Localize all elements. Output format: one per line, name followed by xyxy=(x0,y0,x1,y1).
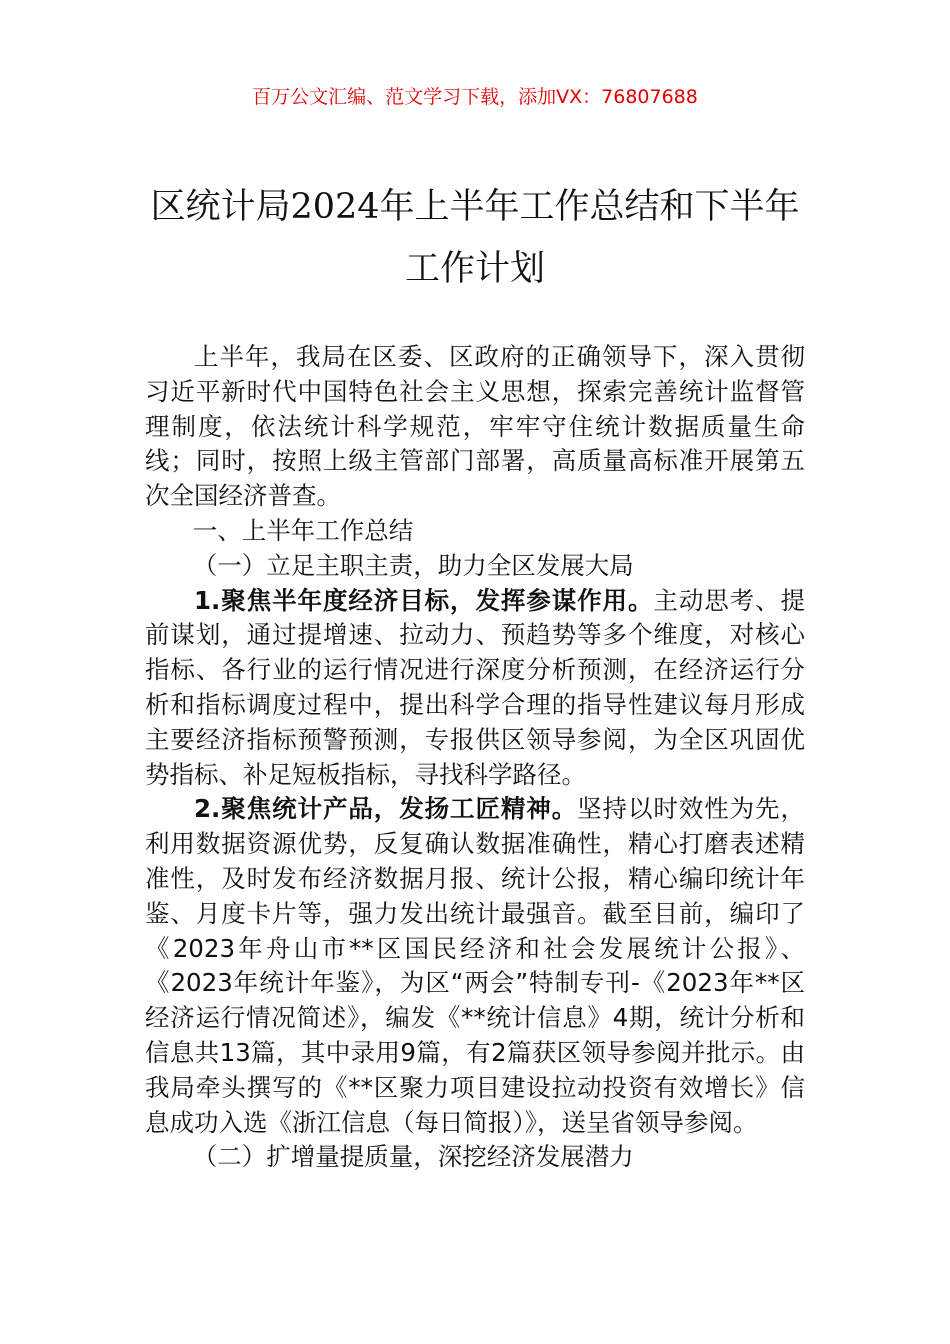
item-paragraph-2 xyxy=(145,792,805,1140)
item-1-text: 主动思考、提前谋划，通过提增速、拉动力、预趋势等多个维度，对核心指标、各行业的运行情况进行深度分析预测，在经济运行分析和指标调度过程中，提出科学合理的指导性建议每月形成主要经济指标预警预测，专报供区领导参阅，为全区巩固优势指标、补足短板指标，寻找科学路径。 xyxy=(145,585,806,789)
subsection-heading-2: （二）扩增量提质量，深挖经济发展潜力 xyxy=(192,1142,634,1172)
watermark-banner: 百万公文汇编、范文学习下载，添加VX：76807688 xyxy=(252,86,698,108)
document-body xyxy=(145,340,805,1175)
intro-paragraph: 上半年，我局在区委、区政府的正确领导下，深入贯彻习近平新时代中国特色社会主义思想，探索完善统计监督管理制度，依法统计科学规范，牢牢守住统计数据质量生命线；同时，按照上级主管部门部署，高质量高标准开展第五次全国经济普查。 xyxy=(145,342,805,511)
item-paragraph-1 xyxy=(145,584,805,793)
subsection-heading-1: （一）立足主职主责，助力全区发展大局 xyxy=(192,550,634,580)
item-2-lead: 2.聚焦统计产品，发扬工匠精神。 xyxy=(194,794,578,824)
title-line-2: 工作计划 xyxy=(404,249,545,289)
title-line-1: 区统计局2024年上半年工作总结和下半年 xyxy=(150,187,800,227)
section-heading-1: 一、上半年工作总结 xyxy=(192,515,414,545)
document-title xyxy=(100,176,850,300)
item-1-lead: 1.聚焦半年度经济目标，发挥参谋作用。 xyxy=(194,585,654,615)
item-2-text: 坚持以时效性为先，利用数据资源优势，反复确认数据准确性，精心打磨表述精准性，及时发布经济数据月报、统计公报，精心编印统计年鉴、月度卡片等，强力发出统计最强音。截至目前，编印了《2023年舟山市**区国民经济和社会发展统计公报》、《2023年统计年鉴》，为区“两会”特制专刊-《2023年**区经济运行情况简述》，编发《**统计信息》4期，统计分析和信息共13篇，其中录用9篇，有2篇获区领导参阅并批示。由我局牵头撰写的《**区聚力项目建设拉动投资有效增长》信息成功入选《浙江信息（每日简报）》，送呈省领导参阅。 xyxy=(145,794,805,1137)
